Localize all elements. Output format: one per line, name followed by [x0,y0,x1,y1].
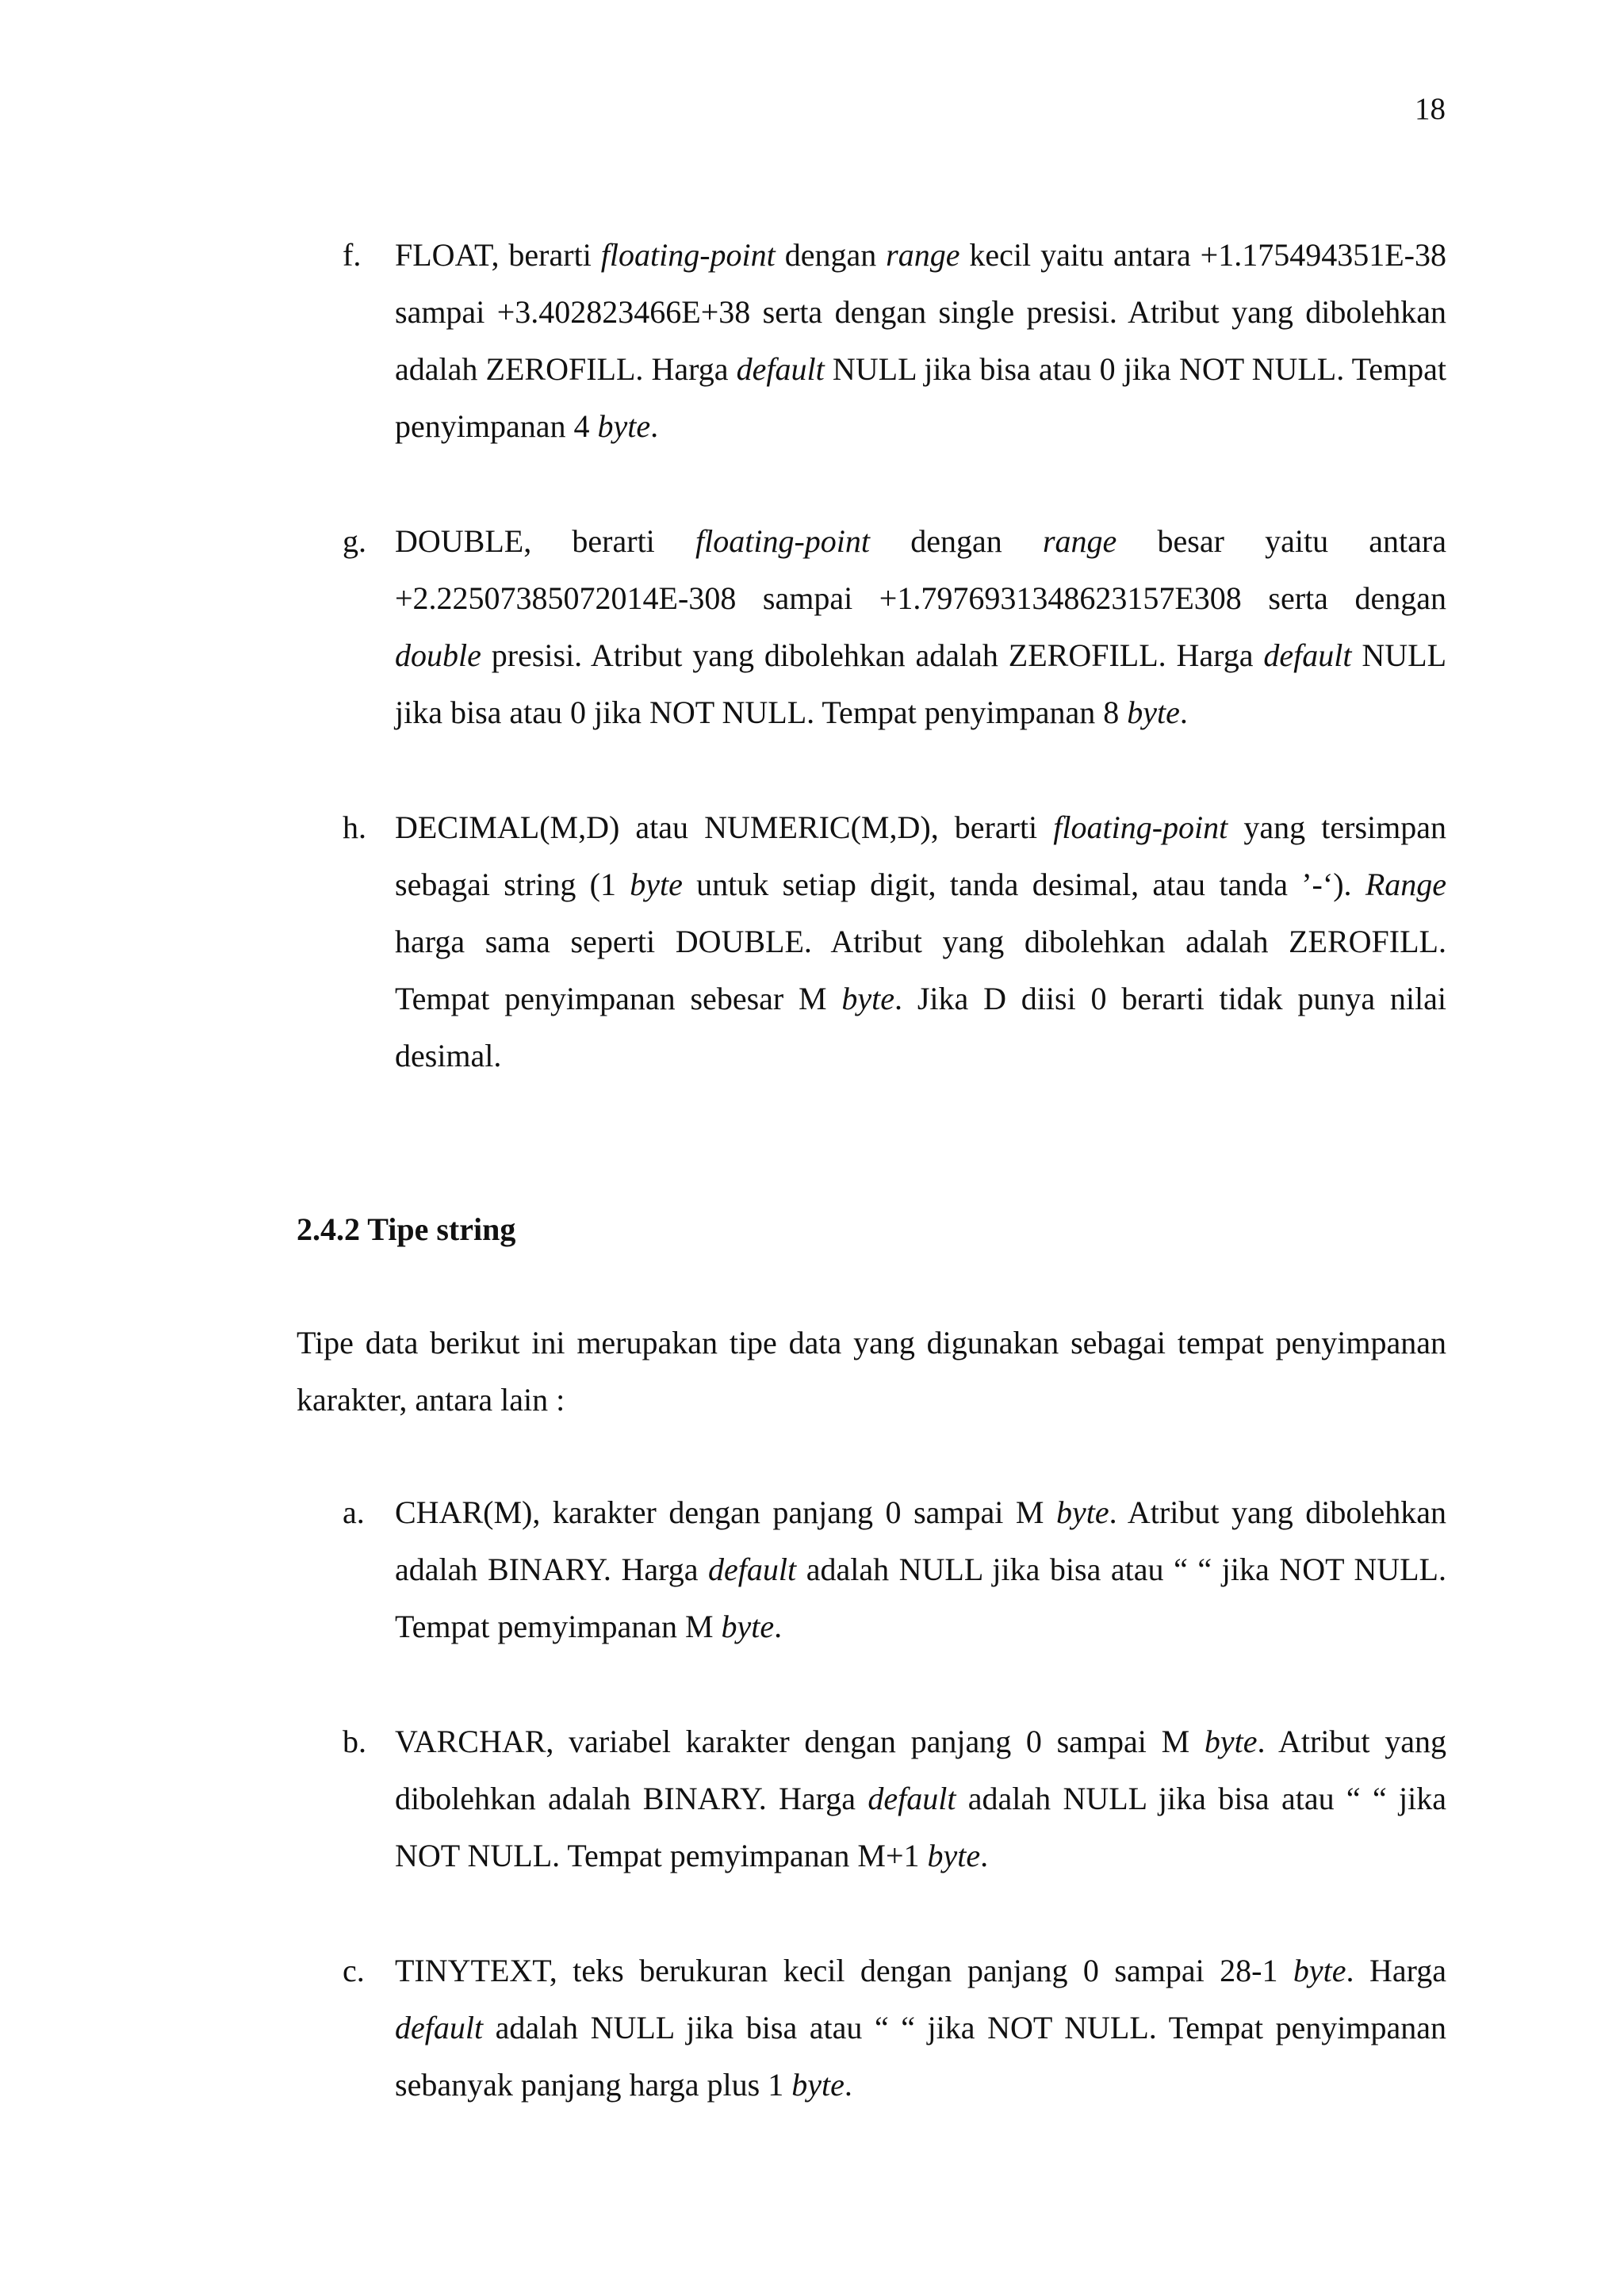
text-segment: . Atribut yang dibolehkan adalah BINARY. Harga [395,1724,1446,1816]
list-item-marker: h. [343,809,366,845]
italic-term: default [868,1781,956,1816]
italic-term: default [395,2010,484,2045]
text-segment: CHAR(M), karakter dengan panjang 0 sampai M [395,1494,1056,1530]
italic-term: byte [841,981,895,1016]
list-item [297,227,1446,455]
page-number: 18 [1415,92,1446,126]
text-segment: NULL jika bisa atau 0 jika NOT NULL. Tempat penyimpanan 4 [395,351,1447,444]
italic-term: byte [1204,1724,1258,1759]
text-segment: adalah NULL jika bisa atau “ “ jika NOT NULL. Tempat penyimpanan sebanyak panjang harga plus 1 [395,2010,1446,2103]
text-segment: . Atribut yang dibolehkan adalah BINARY. Harga [395,1494,1446,1587]
text-segment: FLOAT, berarti [395,237,601,273]
italic-term: floating-point [695,523,871,559]
list-item [297,1713,1446,1885]
text-segment: . Jika D diisi 0 berarti tidak punya nilai desimal. [395,981,1446,1073]
list-item [297,799,1446,1085]
list-item-text [395,1494,1446,1644]
text-segment: NULL jika bisa atau 0 jika NOT NULL. Tempat penyimpanan 8 [395,637,1447,730]
list-item [297,1942,1446,2114]
text-segment: dengan [775,237,887,273]
text-segment: . [844,2067,852,2103]
italic-term: byte [1293,1953,1346,1988]
text-segment: presisi. Atribut yang dibolehkan adalah ZEROFILL. Harga [481,637,1264,673]
italic-term: byte [721,1609,775,1644]
italic-term: range [1042,523,1117,559]
text-segment: . [980,1838,989,1873]
text-segment: yang tersimpan sebagai string (1 [395,809,1446,902]
italic-term: byte [1127,695,1180,730]
text-segment: untuk setiap digit, tanda desimal, atau tanda ’-‘). [682,867,1365,902]
italic-term: Range [1365,867,1446,902]
list-item-marker: a. [343,1494,365,1530]
list-item [297,1484,1446,1655]
italic-term: floating-point [1053,809,1228,845]
text-segment: . [650,408,659,444]
text-segment: besar yaitu antara +2.22507385072014E-308 sampai +1.7976931348623157E308 serta dengan [395,523,1446,616]
list-item-marker: f. [343,237,362,273]
list-item [297,513,1446,741]
italic-term: range [886,237,960,273]
page-body [297,227,1446,2172]
numeric-type-list [297,227,1446,1085]
list-item-text [395,523,1446,730]
text-segment: . [774,1609,783,1644]
text-segment: VARCHAR, variabel karakter dengan panjang 0 sampai M [395,1724,1205,1759]
italic-term: default [1263,637,1352,673]
text-segment: dengan [870,523,1043,559]
list-item-marker: b. [343,1724,366,1759]
intro-paragraph: Tipe data berikut ini merupakan tipe data yang digunakan sebagai tempat penyimpanan karakter, antara lain : [297,1325,1446,1418]
italic-term: byte [597,408,651,444]
text-segment: adalah NULL jika bisa atau “ “ jika NOT NULL. Tempat pemyimpanan M [395,1552,1446,1644]
list-item-text [395,1724,1446,1873]
italic-term: byte [927,1838,981,1873]
text-segment: TINYTEXT, teks berukuran kecil dengan panjang 0 sampai 28-1 [395,1953,1293,1988]
italic-term: default [736,351,825,387]
italic-term: byte [1055,1494,1109,1530]
italic-term: byte [791,2067,845,2103]
italic-term: byte [630,867,683,902]
text-segment: harga sama seperti DOUBLE. Atribut yang dibolehkan adalah ZEROFILL. Tempat penyimpanan sebesar M [395,924,1446,1016]
text-segment: DOUBLE, berarti [395,523,696,559]
section-heading: 2.4.2 Tipe string [297,1211,516,1247]
text-segment: kecil yaitu antara +1.175494351E-38 sampai +3.402823466E+38 serta dengan single presisi. Atribut yang dibolehkan adalah ZEROFILL. Harga [395,237,1446,387]
italic-term: default [708,1552,797,1587]
text-segment: adalah NULL jika bisa atau “ “ jika NOT NULL. Tempat pemyimpanan M+1 [395,1781,1447,1873]
list-item-text [395,809,1446,1073]
list-item-text [395,237,1446,444]
list-item-text [395,1953,1446,2103]
string-type-list [297,1484,1446,2114]
italic-term: double [395,637,481,673]
text-segment: . Harga [1346,1953,1446,1988]
list-item-marker: c. [343,1953,365,1988]
text-segment: . [1179,695,1188,730]
text-segment: DECIMAL(M,D) atau NUMERIC(M,D), berarti [395,809,1054,845]
list-item-marker: g. [343,523,366,559]
italic-term: floating-point [600,237,776,273]
